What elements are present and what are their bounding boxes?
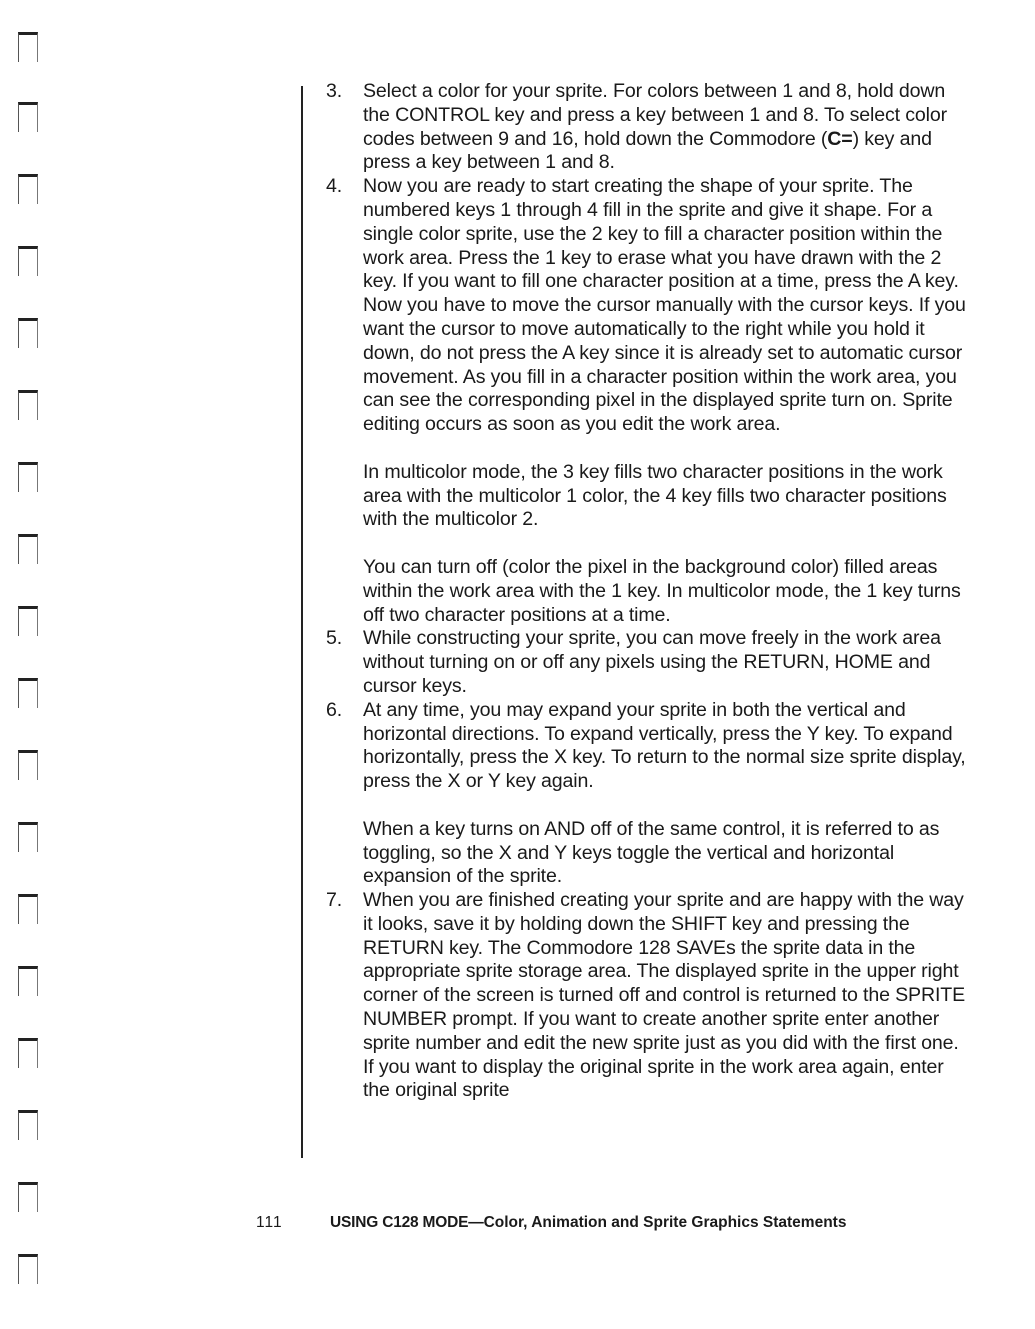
step-paragraph: Now you are ready to start creating the shape of your sprite. The numbered keys 1 through 4 fill in the sprite and give it shape. For a single color sprite, use the 2 key to fill a character position within the work area. Press the 1 key to erase what you have drawn with the 2 key. If you want to fill one character position at a time, press the A key. Now you have to move the cursor manually with the cursor keys. If you want the cursor to move automatically to the right while you hold it down, do not press the A key since it is already set to automatic cursor movement. As you fill in a character position within the work area, you can see the corresponding pixel in the displayed sprite turn on. Sprite editing occurs as soon as you edit the work area. <box>363 175 966 436</box>
binding-mark <box>18 534 38 564</box>
step-3 <box>324 80 974 175</box>
step-paragraph <box>363 80 974 175</box>
step-paragraph: When a key turns on AND off of the same control, it is referred to as toggling, so the X and Y keys toggle the vertical and horizontal expansion of the sprite. <box>363 817 940 888</box>
step-paragraph: At any time, you may expand your sprite in both the vertical and horizontal directions. To expand vertically, press the Y key. To expand horizontally, press the X key. To return to the normal size sprite display, press the X or Y key again. <box>363 698 966 793</box>
step-7 <box>324 889 974 1103</box>
binding-holes <box>18 30 52 1290</box>
binding-mark <box>18 750 38 780</box>
binding-mark <box>18 1038 38 1068</box>
binding-mark <box>18 822 38 852</box>
binding-mark <box>18 174 38 204</box>
binding-mark <box>18 966 38 996</box>
step-paragraph: You can turn off (color the pixel in the background color) filled areas within the work area with the 1 key. In multicolor mode, the 1 key turns off two character positions at a time. <box>363 555 961 626</box>
page-number: 111 <box>256 1214 283 1231</box>
running-head-title: Color, Animation and Sprite Graphics Statements <box>483 1214 847 1231</box>
binding-mark <box>18 1254 38 1284</box>
page-body <box>324 80 974 1103</box>
margin-rule <box>301 86 303 1158</box>
binding-mark <box>18 1182 38 1212</box>
binding-mark <box>18 1110 38 1140</box>
step-number: 4. <box>326 175 343 198</box>
step-number: 3. <box>326 80 343 102</box>
binding-mark <box>18 894 38 924</box>
binding-mark <box>18 318 38 348</box>
step-number: 7. <box>326 889 343 912</box>
step-6 <box>324 699 974 889</box>
commodore-key-symbol: C= <box>827 127 853 150</box>
binding-mark <box>18 32 38 62</box>
step-paragraph: While constructing your sprite, you can move freely in the work area without turning on or off any pixels using the RETURN, HOME and cursor keys. <box>363 627 941 697</box>
binding-mark <box>18 390 38 420</box>
running-head <box>330 1214 846 1232</box>
binding-mark <box>18 678 38 708</box>
step-number: 6. <box>326 698 343 721</box>
binding-mark <box>18 462 38 492</box>
step-paragraph: When you are finished creating your sprite and are happy with the way it looks, save it by holding down the SHIFT key and pressing the RETURN key. The Commodore 128 SAVEs the sprite data in the appropriate sprite storage area. The displayed sprite in the upper right corner of the screen is turned off and control is returned to the SPRITE NUMBER prompt. If you want to create another sprite enter another sprite number and edit the new sprite just as you did with the first one. If you want to display the original sprite in the work area again, enter the original sprite <box>363 889 966 1102</box>
binding-mark <box>18 606 38 636</box>
step-number: 5. <box>326 627 343 650</box>
binding-mark <box>18 246 38 276</box>
step-text: ) key and press a key between 1 and 8. <box>363 127 932 174</box>
binding-mark <box>18 102 38 132</box>
step-text: Select a color for your sprite. For colors between 1 and 8, hold down the CONTROL key and press a key between 1 and 8. To select color codes between 9 and 16, hold down the Commodore ( <box>363 80 947 150</box>
running-head-section: USING C128 MODE— <box>330 1214 484 1231</box>
step-paragraph: In multicolor mode, the 3 key fills two character positions in the work area with the multicolor 1 color, the 4 key fills two character positions with the multicolor 2. <box>363 460 947 531</box>
step-5 <box>324 627 974 698</box>
step-4 <box>324 175 974 627</box>
